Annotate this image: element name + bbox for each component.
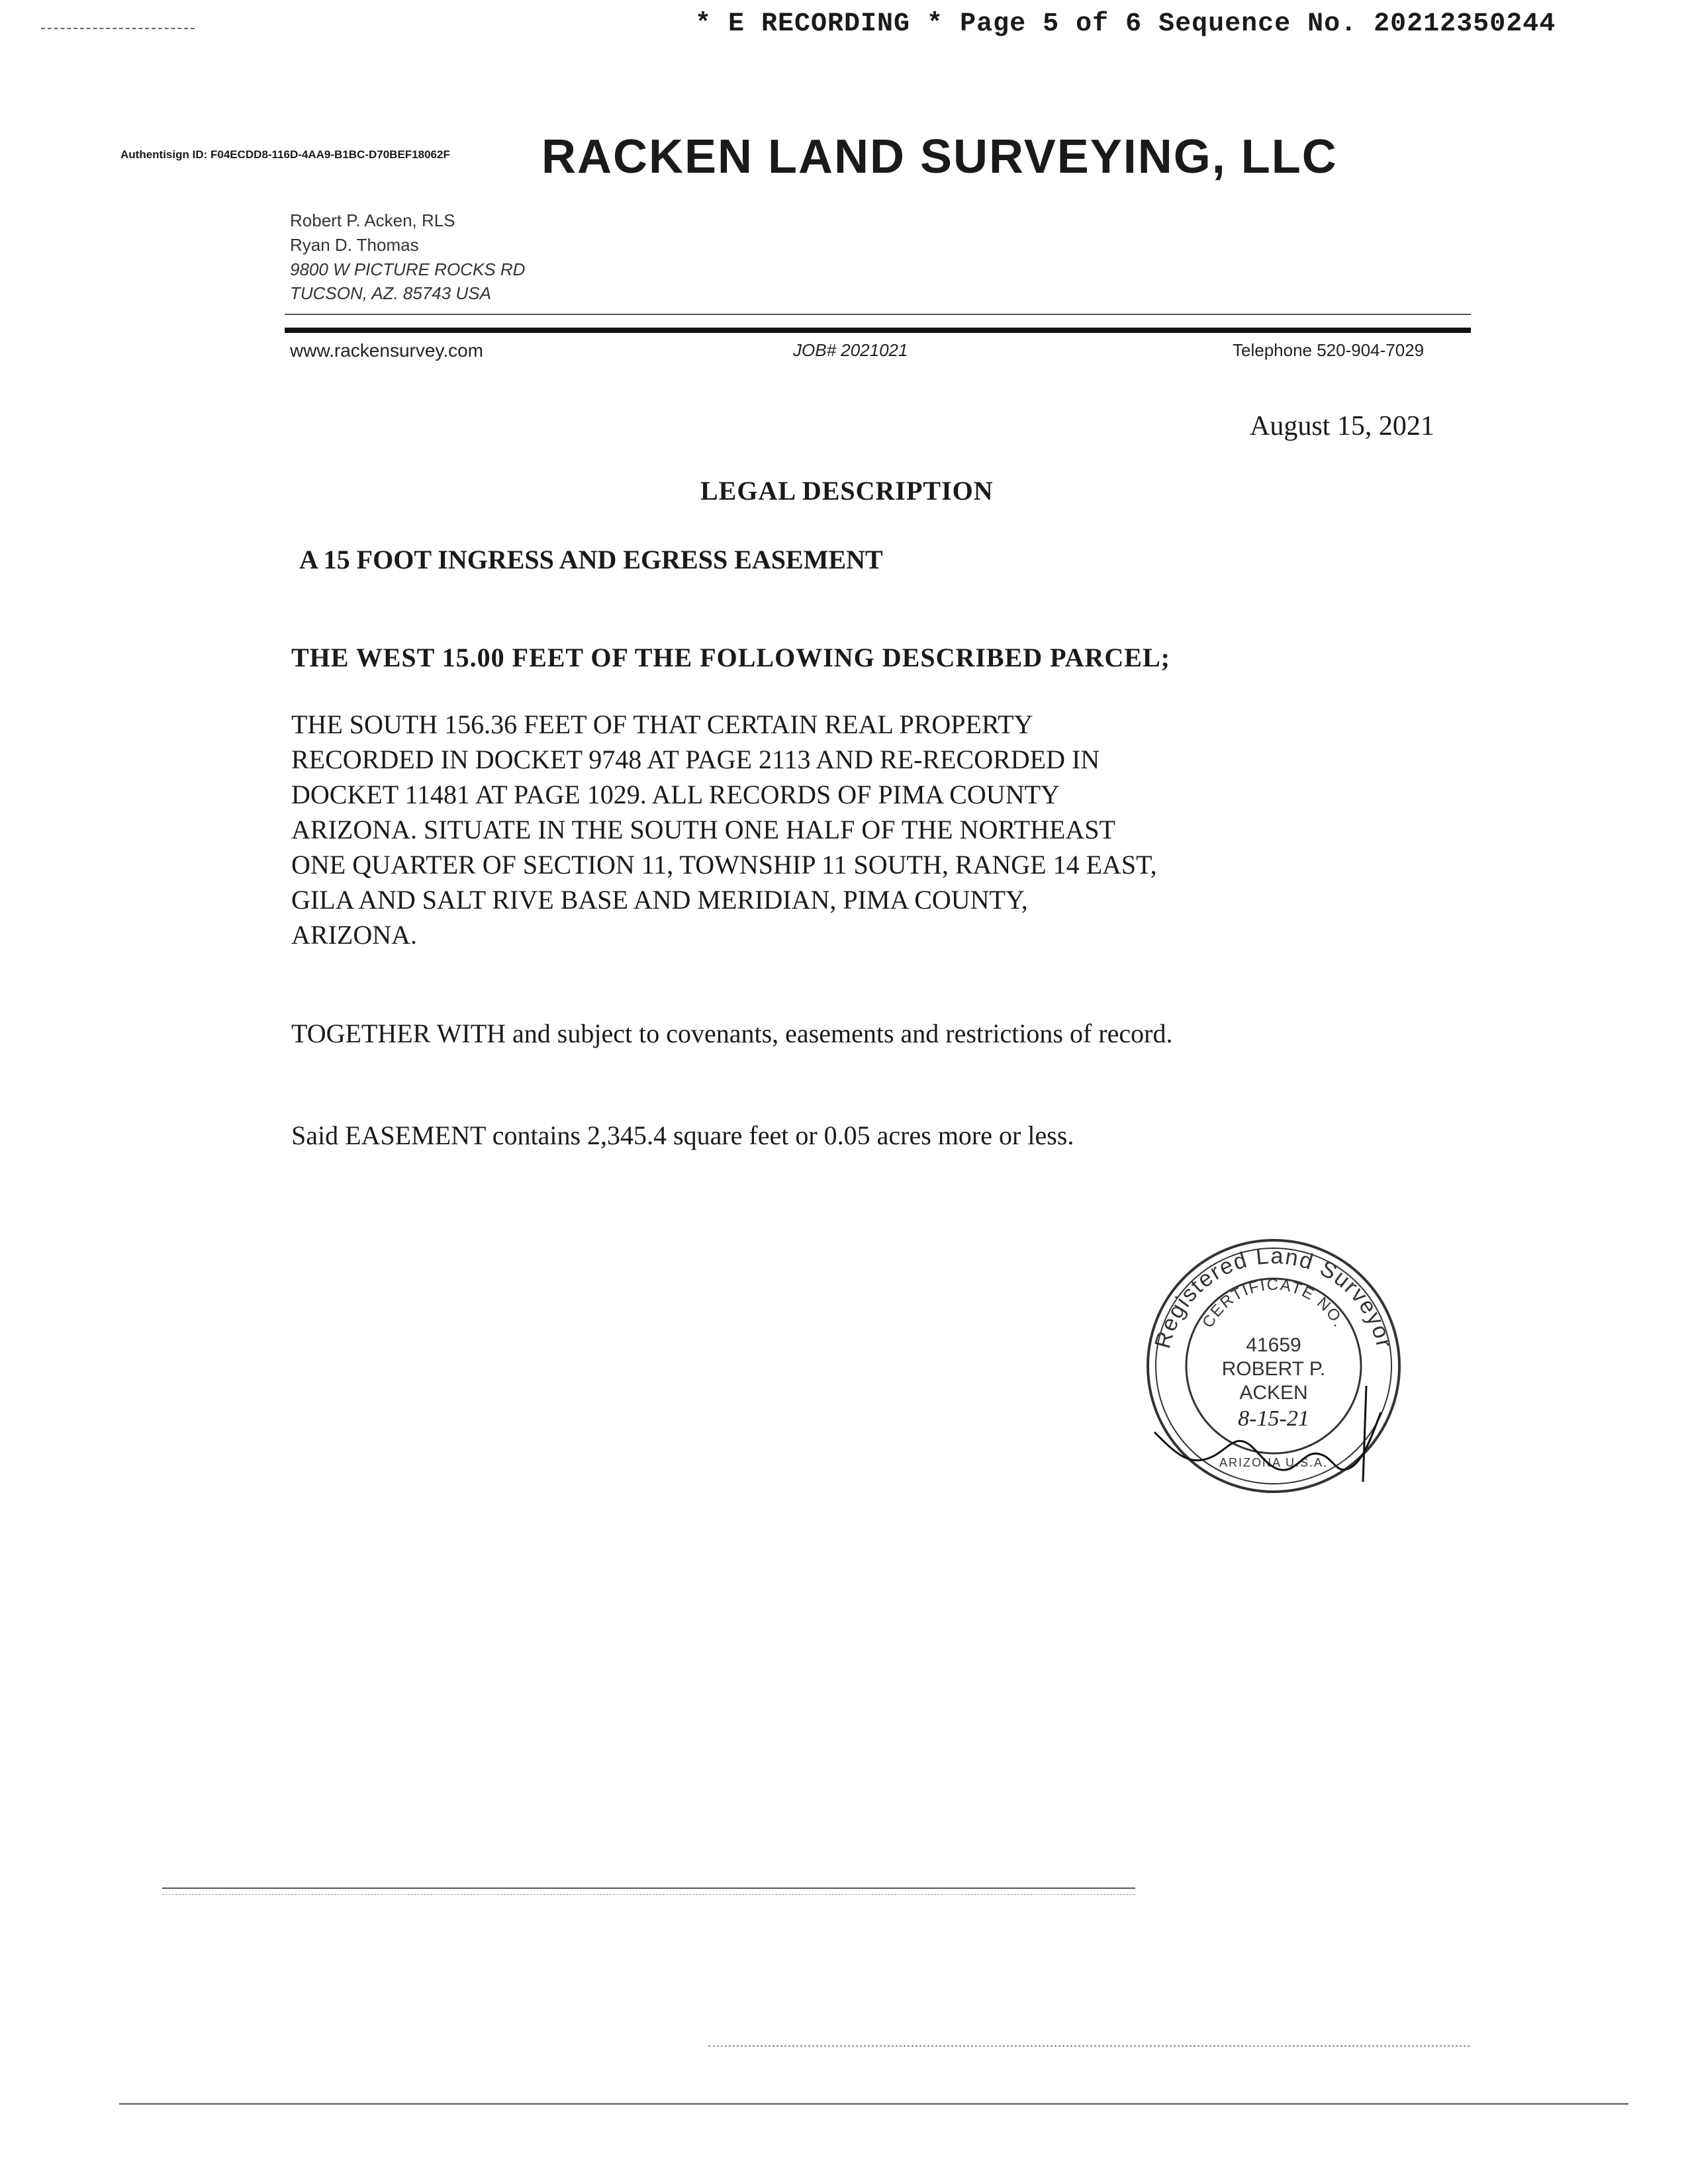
- area-statement: Said EASEMENT contains 2,345.4 square feet or 0.05 acres more or less.: [291, 1120, 1074, 1150]
- letterhead-rule-thin: [285, 314, 1471, 315]
- seal-certificate-number: 41659: [1246, 1334, 1301, 1356]
- easement-heading: A 15 FOOT INGRESS AND EGRESS EASEMENT: [299, 545, 883, 574]
- job-number: JOB# 2021021: [793, 340, 908, 360]
- footer-dotted-marks: [708, 2045, 1470, 2047]
- document-date: August 15, 2021: [1250, 411, 1434, 441]
- together-with-clause: TOGETHER WITH and subject to covenants, easements and restrictions of record.: [291, 1019, 1173, 1048]
- parcel-heading: THE WEST 15.00 FEET OF THE FOLLOWING DESCRIBED PARCEL;: [291, 643, 1170, 672]
- top-left-scan-mark: [41, 28, 195, 32]
- seal-name-line-1: ROBERT P.: [1221, 1358, 1326, 1380]
- parcel-description-line: DOCKET 11481 AT PAGE 1029. ALL RECORDS OF PIMA COUNTY: [291, 780, 1060, 809]
- company-name: RACKEN LAND SURVEYING, LLC: [541, 130, 1338, 183]
- seal-signed-date: 8-15-21: [1238, 1406, 1309, 1431]
- seal-name-line-2: ACKEN: [1239, 1382, 1308, 1404]
- parcel-description-line: THE SOUTH 156.36 FEET OF THAT CERTAIN REAL PROPERTY: [291, 709, 1033, 739]
- address-line-surveyor: Robert P. Acken, RLS: [290, 210, 455, 230]
- parcel-description-line: RECORDED IN DOCKET 9748 AT PAGE 2113 AND RE-RECORDED IN: [291, 745, 1100, 774]
- address-line-city: TUCSON, AZ. 85743 USA: [290, 283, 491, 303]
- authentisign-id: Authentisign ID: F04ECDD8-116D-4AA9-B1BC-D70BEF18062F: [120, 148, 450, 161]
- surveyor-seal: [1135, 1234, 1413, 1498]
- parcel-description: [291, 707, 1377, 952]
- footer-rule-upper: [162, 1888, 1135, 1889]
- seal-outer-text: Registered Land Surveyor: [1150, 1243, 1397, 1351]
- address-line-street: 9800 W PICTURE ROCKS RD: [290, 259, 526, 279]
- parcel-description-line: ONE QUARTER OF SECTION 11, TOWNSHIP 11 SOUTH, RANGE 14 EAST,: [291, 850, 1157, 880]
- letterhead-rule-thick: [285, 328, 1471, 333]
- company-website: www.rackensurvey.com: [290, 340, 484, 361]
- parcel-description-line: ARIZONA.: [291, 920, 417, 950]
- recording-header: * E RECORDING * Page 5 of 6 Sequence No. 20212350244: [695, 9, 1556, 39]
- seal-state-text: ARIZONA U.S.A.: [1219, 1456, 1329, 1469]
- footer-rule-upper-shadow: [162, 1894, 1135, 1895]
- footer-rule-lower: [119, 2103, 1628, 2105]
- parcel-description-line: GILA AND SALT RIVE BASE AND MERIDIAN, PIMA COUNTY,: [291, 885, 1028, 915]
- document-title: LEGAL DESCRIPTION: [700, 476, 994, 506]
- parcel-description-line: ARIZONA. SITUATE IN THE SOUTH ONE HALF OF THE NORTHEAST: [291, 815, 1115, 844]
- address-line-associate: Ryan D. Thomas: [290, 235, 419, 255]
- company-telephone: Telephone 520-904-7029: [1233, 340, 1425, 360]
- seal-inner-text: CERTIFICATE NO.: [1199, 1275, 1349, 1331]
